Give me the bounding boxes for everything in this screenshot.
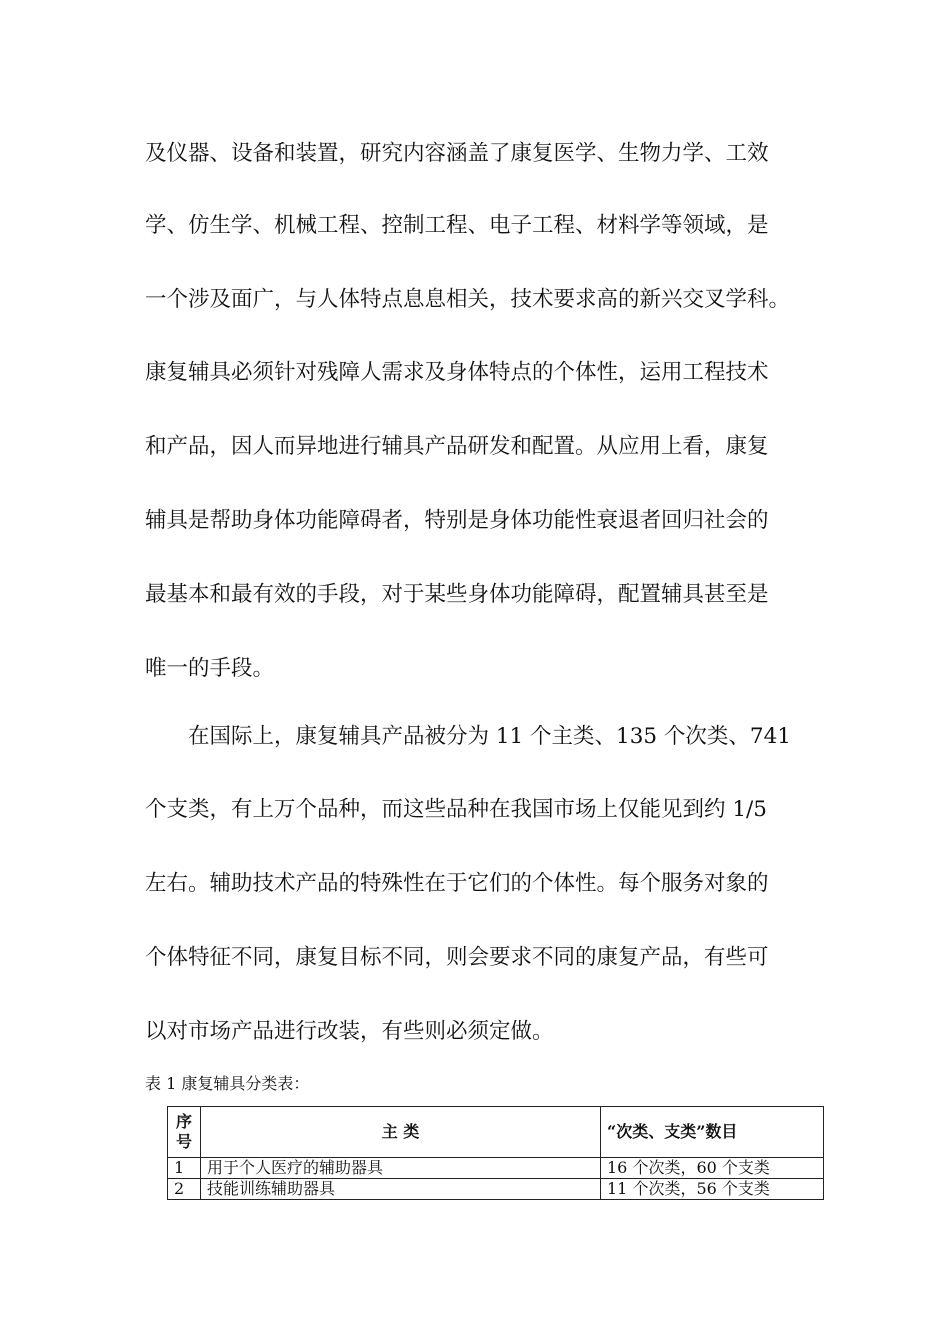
body-line: 辅具是帮助身体功能障碍者，特别是身体功能性衰退者回归社会的 (145, 508, 769, 533)
body-line: 左右。辅助技术产品的特殊性在于它们的个体性。每个服务对象的 (145, 871, 769, 896)
cell-count: 16 个次类，60 个支类 (601, 1158, 824, 1179)
body-line: 个支类，有上万个品种，而这些品种在我国市场上仅能见到约 1/5 (145, 797, 767, 822)
cell-no: 1 (168, 1158, 201, 1179)
header-count: “次类、支类”数目 (601, 1107, 824, 1158)
classification-table (167, 1106, 824, 1200)
body-line: 以对市场产品进行改装，有些则必须定做。 (145, 1019, 554, 1044)
cell-main: 用于个人医疗的辅助器具 (201, 1158, 601, 1179)
body-line: 学、仿生学、机械工程、控制工程、电子工程、材料学等领域，是 (145, 213, 769, 238)
table-header-row (168, 1107, 824, 1158)
cell-main: 技能训练辅助器具 (201, 1179, 601, 1200)
table-row (168, 1158, 824, 1179)
body-line-indented: 在国际上，康复辅具产品被分为 11 个主类、135 个次类、741 (188, 724, 791, 749)
table-row (168, 1179, 824, 1200)
body-line: 及仪器、设备和装置，研究内容涵盖了康复医学、生物力学、工效 (145, 141, 769, 166)
body-line: 一个涉及面广，与人体特点息息相关，技术要求高的新兴交叉学科。 (145, 287, 791, 312)
body-line: 和产品，因人而异地进行辅具产品研发和配置。从应用上看，康复 (145, 434, 769, 459)
cell-count: 11 个次类，56 个支类 (601, 1179, 824, 1200)
table-caption: 表 1 康复辅具分类表： (145, 1074, 310, 1093)
header-main-category: 主 类 (201, 1107, 601, 1158)
body-line: 最基本和最有效的手段，对于某些身体功能障碍，配置辅具甚至是 (145, 582, 769, 607)
body-line: 唯一的手段。 (145, 656, 275, 681)
cell-no: 2 (168, 1179, 201, 1200)
body-line: 个体特征不同，康复目标不同，则会要求不同的康复产品，有些可 (145, 945, 769, 970)
header-no: 序号 (168, 1107, 201, 1158)
body-line: 康复辅具必须针对残障人需求及身体特点的个体性，运用工程技术 (145, 360, 769, 385)
